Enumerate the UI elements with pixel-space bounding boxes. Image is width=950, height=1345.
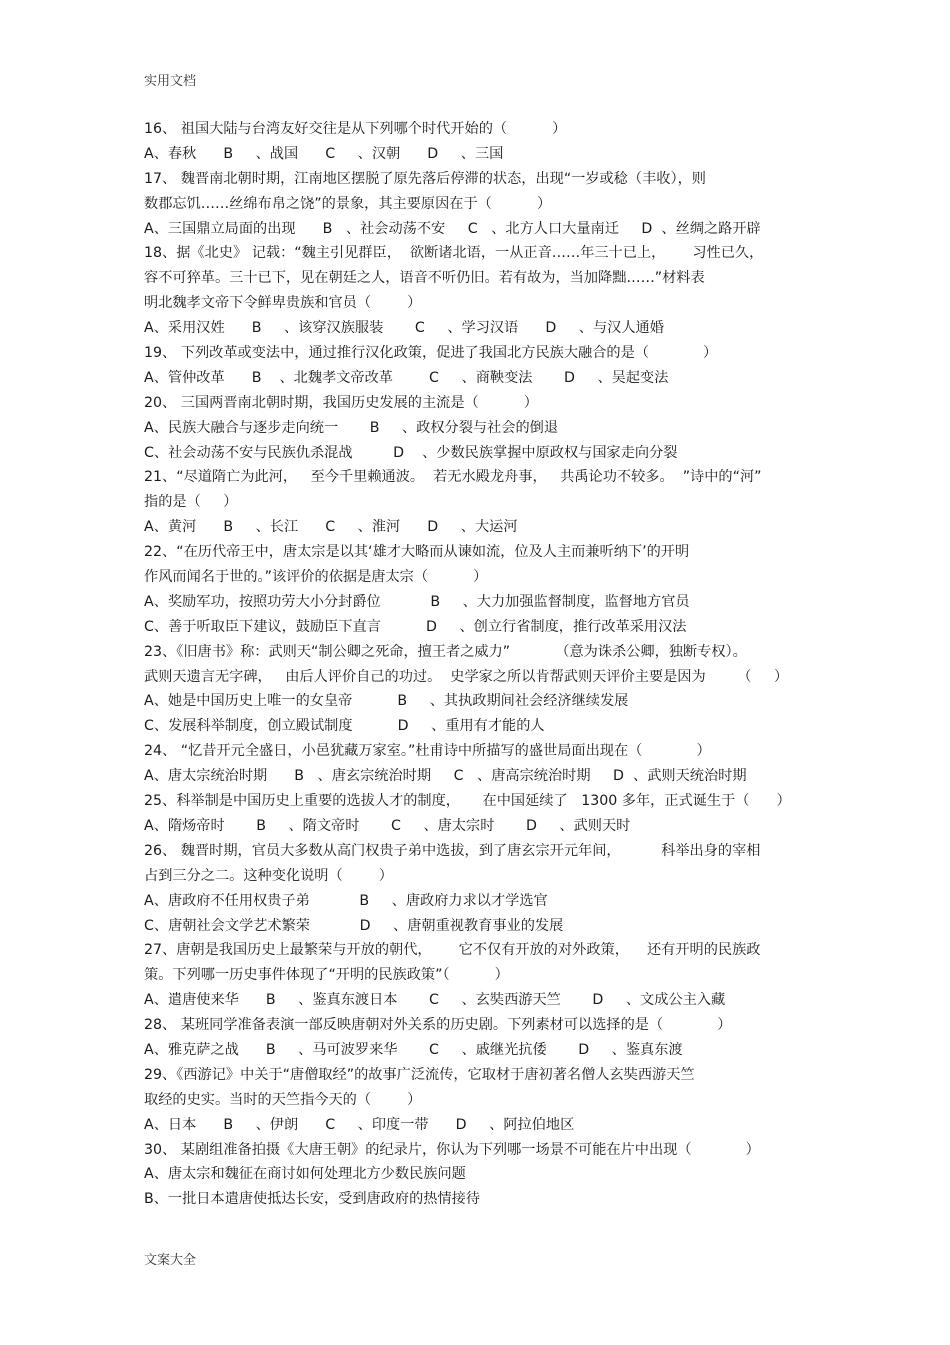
text-line: C、善于听取臣下建议，鼓励臣下直言 D 、创立行省制度，推行改革采用汉法: [144, 618, 687, 635]
text-line: 21、“尽道隋亡为此河， 至今千里赖通波。 若无水殿龙舟事， 共禹论功不较多。 ”诗中的“河”: [144, 469, 762, 486]
text-line: B、一批日本遣唐使抵达长安，受到唐政府的热情接待: [144, 1191, 481, 1208]
text-line: 25、科举制是中国历史上重要的选拔人才的制度， 在中国延续了 1300 多年，正式诞生于（ ）: [144, 793, 791, 810]
text-line: A、遣唐使来华 B 、鉴真东渡日本 C 、玄奘西游天竺 D 、文成公主入藏: [144, 992, 726, 1009]
text-line: A、她是中国历史上唯一的女皇帝 B 、其执政期间社会经济继续发展: [144, 693, 629, 710]
text-line: 取经的史实。当时的天竺指今天的（ ）: [144, 1091, 422, 1108]
text-line: A、唐政府不任用权贵子弟 B 、唐政府力求以才学选官: [144, 892, 548, 909]
text-line: 26、 魏晋时期，官员大多数从高门权贵子弟中选拔，到了唐玄宗开元年间， 科举出身的宰相: [144, 842, 761, 859]
text-line: A、奖励军功，按照功劳大小分封爵位 B 、大力加强监督制度，监督地方官员: [144, 593, 690, 610]
text-line: 28、 某班同学准备表演一部反映唐朝对外关系的历史剧。下列素材可以选择的是（ ）: [144, 1017, 732, 1034]
question-list: [144, 117, 814, 1212]
text-line: A、采用汉姓 B 、该穿汉族服装 C 、学习汉语 D 、与汉人通婚: [144, 320, 664, 337]
text-line: A、日本 B 、伊朗 C 、印度一带 D 、阿拉伯地区: [144, 1116, 575, 1133]
text-line: A、春秋 B 、战国 C 、汉朝 D 、三国: [144, 145, 504, 162]
text-line: A、三国鼎立局面的出现 B 、社会动荡不安 C 、北方人口大量南迁 D 、丝绸之路开辟: [144, 220, 761, 237]
text-line: A、隋炀帝时 B 、隋文帝时 C 、唐太宗时 D 、武则天时: [144, 817, 631, 834]
text-line: 数郡忘饥……丝绵布帛之饶”的景象，其主要原因在于（ ）: [144, 195, 552, 212]
text-line: A、唐太宗统治时期 B 、唐玄宗统治时期 C 、唐高宗统治时期 D 、武则天统治时期: [144, 768, 747, 785]
text-line: 20、 三国两晋南北朝时期，我国历史发展的主流是（ ）: [144, 394, 538, 411]
text-line: 武则天遗言无字碑， 由后人评价自己的功过。 史学家之所以肯帮武则天评价主要是因为 （ ）: [144, 668, 789, 685]
text-line: A、雅克萨之战 B 、马可波罗来华 C 、戚继光抗倭 D 、鉴真东渡: [144, 1041, 683, 1058]
text-line: 策。下列哪一历史事件体现了“开明的民族政策”（ ）: [144, 967, 509, 984]
text-line: A、管仲改革 B 、北魏孝文帝改革 C 、商鞅变法 D 、吴起变法: [144, 369, 669, 386]
text-line: 24、 “忆昔开元全盛日，小邑犹藏万家室。”杜甫诗中所描写的盛世局面出现在（ ）: [144, 743, 711, 760]
page-header: 实用文档: [144, 74, 197, 89]
text-line: 指的是（ ）: [144, 494, 238, 511]
text-line: 16、 祖国大陆与台湾友好交往是从下列哪个时代开始的（ ）: [144, 121, 567, 137]
text-line: 19、 下列改革或变法中，通过推行汉化政策，促进了我国北方民族大融合的是（ ）: [144, 345, 718, 362]
text-line: 22、“在历代帝王中，唐太宗是以其‘雄才大略而从谏如流，位及人主而兼听纳下’的开明: [144, 544, 690, 561]
text-line: 17、 魏晋南北朝时期，江南地区摆脱了原先落后停滞的状态，出现“一岁或稔（丰收），则: [144, 170, 706, 187]
text-line: 明北魏孝文帝下令鲜卑贵族和官员（ ）: [144, 295, 422, 312]
text-line: 23、《旧唐书》称：武则天“制公卿之死命，擅王者之威力” （意为诛杀公卿，独断专权）。: [144, 643, 747, 660]
text-line: 27、唐朝是我国历史上最繁荣与开放的朝代， 它不仅有开放的对外政策， 还有开明的民族政: [144, 942, 761, 959]
text-line: C、发展科举制度，创立殿试制度 D 、重用有才能的人: [144, 718, 545, 735]
text-line: A、黄河 B 、长江 C 、淮河 D 、大运河: [144, 519, 518, 536]
page-footer: 文案大全: [144, 1253, 197, 1268]
text-line: C、唐朝社会文学艺术繁荣 D 、唐朝重视教育事业的发展: [144, 917, 564, 934]
text-line: 容不可猝革。三十已下，见在朝廷之人，语音不听仍旧。若有故为，当加降黜……”材料表: [144, 270, 705, 287]
text-line: 30、 某剧组准备拍摄《大唐王朝》的纪录片，你认为下列哪一场景不可能在片中出现（ ）: [144, 1141, 760, 1158]
text-line: C、社会动荡不安与民族仇杀混战 D 、少数民族掌握中原政权与国家走向分裂: [144, 444, 678, 461]
text-line: A、唐太宗和魏征在商讨如何处理北方少数民族问题: [144, 1166, 466, 1183]
text-line: 占到三分之二。这种变化说明（ ）: [144, 867, 393, 884]
text-line: 18、据《北史》 记载：“魏主引见群臣， 欲断诸北语，一从正音……年三十已上， 习性已久，: [144, 245, 764, 262]
text-line: A、民族大融合与逐步走向统一 B 、政权分裂与社会的倒退: [144, 419, 559, 436]
text-line: 作风而闻名于世的。”该评价的依据是唐太宗（ ）: [144, 569, 488, 586]
text-line: 29、《西游记》中关于“唐僧取经”的故事广泛流传，它取材于唐初著名僧人玄奘西游天竺: [144, 1066, 695, 1083]
